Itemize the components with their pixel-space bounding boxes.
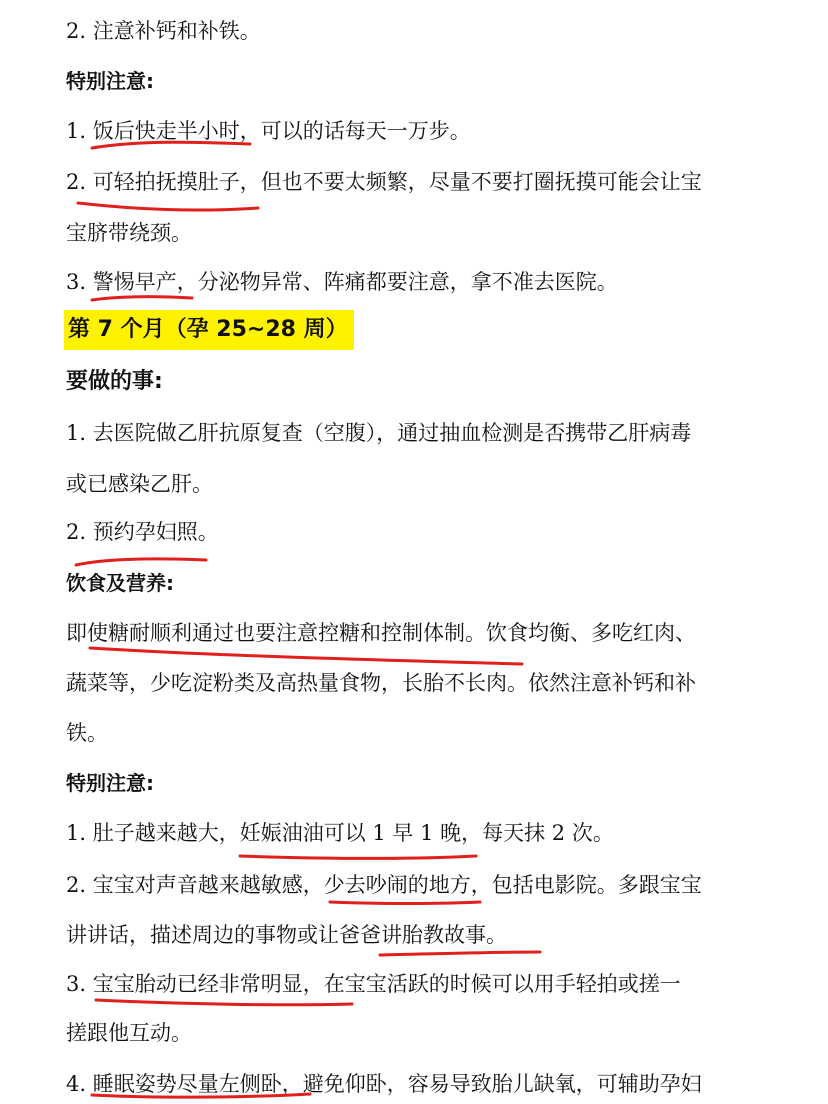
underline-mark bbox=[78, 203, 258, 210]
underline-mark bbox=[240, 856, 476, 858]
section-heading: 要做的事: bbox=[66, 369, 163, 394]
text-line: 2. 注意补钙和补铁。 bbox=[66, 19, 261, 43]
section-heading: 特别注意: bbox=[66, 69, 154, 93]
underline-mark bbox=[90, 648, 522, 664]
paragraph-line: 即使糖耐顺利通过也要注意控糖和控制体制。饮食均衡、多吃红肉、 bbox=[66, 621, 696, 645]
list-item: 2. 可轻拍抚摸肚子，但也不要太频繁，尽量不要打圈抚摸可能会让宝 bbox=[66, 170, 702, 194]
list-item: 或已感染乙肝。 bbox=[66, 472, 213, 496]
month-title-highlighted: 第 7 个月（孕 25~28 周） bbox=[64, 310, 354, 350]
list-item: 1. 肚子越来越大，妊娠油油可以 1 早 1 晚，每天抹 2 次。 bbox=[66, 821, 614, 845]
paragraph-line: 蔬菜等，少吃淀粉类及高热量食物，长胎不长肉。依然注意补钙和补 bbox=[66, 671, 696, 695]
list-item: 讲讲话，描述周边的事物或让爸爸讲胎教故事。 bbox=[66, 923, 507, 947]
list-item: 1. 去医院做乙肝抗原复查（空腹），通过抽血检测是否携带乙肝病毒 bbox=[66, 421, 692, 445]
list-item: 3. 宝宝胎动已经非常明显，在宝宝活跃的时候可以用手轻拍或搓一 bbox=[66, 972, 681, 996]
underline-mark bbox=[96, 1000, 352, 1005]
underline-mark bbox=[330, 902, 480, 904]
paragraph-line: 铁。 bbox=[66, 721, 108, 745]
list-item: 2. 预约孕妇照。 bbox=[66, 520, 219, 544]
section-heading: 饮食及营养: bbox=[66, 571, 174, 595]
list-item: 2. 宝宝对声音越来越敏感，少去吵闹的地方，包括电影院。多跟宝宝 bbox=[66, 873, 702, 897]
list-item: 搓跟他互动。 bbox=[66, 1021, 192, 1045]
list-item: 宝脐带绕颈。 bbox=[66, 221, 192, 245]
underline-mark bbox=[92, 297, 192, 300]
list-item: 3. 警惕早产，分泌物异常、阵痛都要注意，拿不准去医院。 bbox=[66, 270, 618, 294]
list-item: 4. 睡眠姿势尽量左侧卧，避免仰卧，容易导致胎儿缺氧，可辅助孕妇 bbox=[66, 1072, 702, 1096]
section-heading: 特别注意: bbox=[66, 771, 154, 795]
underline-mark bbox=[380, 952, 540, 955]
underline-mark bbox=[76, 559, 206, 565]
list-item: 1. 饭后快走半小时，可以的话每天一万步。 bbox=[66, 119, 471, 143]
